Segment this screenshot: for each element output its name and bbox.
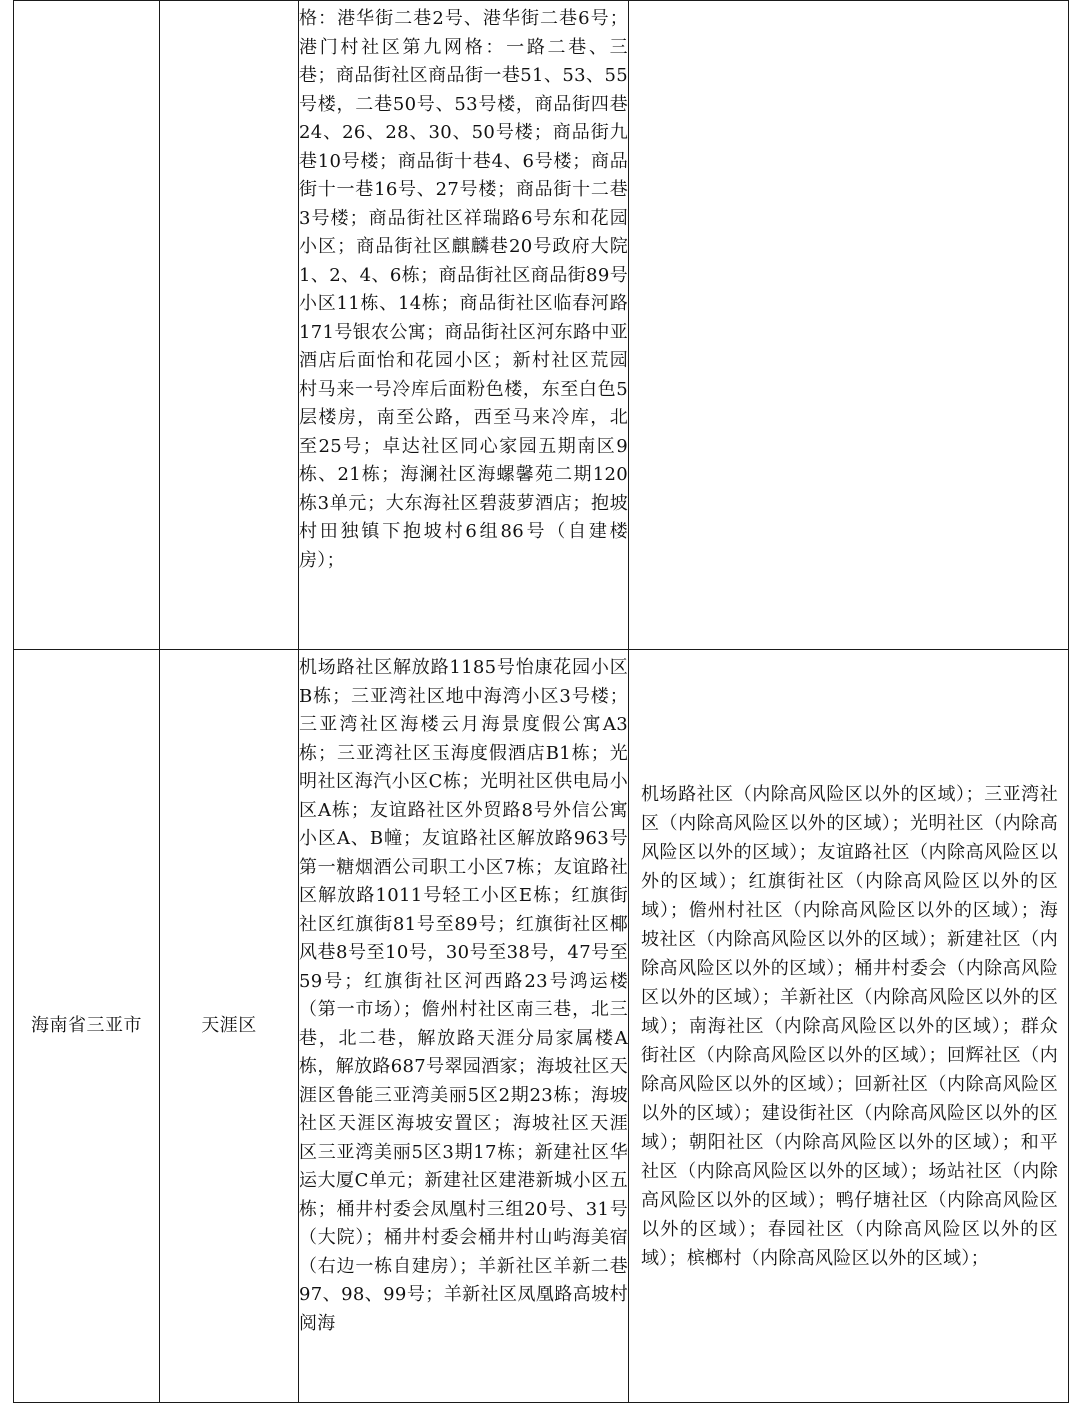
district-cell xyxy=(160,1,299,650)
province-city-text: 海南省三亚市 xyxy=(31,1014,142,1036)
low-risk-cell xyxy=(629,650,1069,1403)
province-city-cell xyxy=(14,1,160,650)
high-risk-cell xyxy=(299,650,629,1403)
low-risk-text: 机场路社区（内除高风险区以外的区域）；三亚湾社区（内除高风险区以外的区域）；光明社区（内除高风险区以外的区域）；友谊路社区（内除高风险区以外的区域）；红旗街社区（内除高风险区以外的区域）；儋州村社区（内除高风险区以外的区域）；海坡社区（内除高风险区以外的区域）；新建社区（内除高风险区以外的区域）；桶井村委会（内除高风险区以外的区域）；羊新社区（内除高风险区以外的区域）；南海社区（内除高风险区以外的区域）；群众街社区（内除高风险区以外的区域）；回辉社区（内除高风险区以外的区域）；回新社区（内除高风险区以外的区域）；建设街社区（内除高风险区以外的区域）；朝阳社区（内除高风险区以外的区域）；和平社区（内除高风险区以外的区域）；场站社区（内除高风险区以外的区域）；鸭仔塘社区（内除高风险区以外的区域）；春园社区（内除高风险区以外的区域）；槟榔村（内除高风险区以外的区域）； xyxy=(641,783,1058,1269)
table-row xyxy=(14,1,1069,650)
district-cell xyxy=(160,650,299,1403)
low-risk-cell xyxy=(629,1,1069,650)
district-text: 天涯区 xyxy=(201,1014,257,1036)
province-city-cell xyxy=(14,650,160,1403)
high-risk-text: 机场路社区解放路1185号怡康花园小区B栋；三亚湾社区地中海湾小区3号楼；三亚湾社区海楼云月海景度假公寓A3栋；三亚湾社区玉海度假酒店B1栋；光明社区海汽小区C栋；光明社区供电局小区A栋；友谊路社区外贸路8号外信公寓小区A、B幢；友谊路社区解放路963号第一糖烟酒公司职工小区7栋；友谊路社区解放路1011号轻工小区E栋；红旗街社区红旗街81号至89号；红旗街社区椰风巷8号至10号，30号至38号，47号至59号；红旗街社区河西路23号鸿运楼（第一市场）；儋州村社区南三巷，北三巷，北二巷，解放路天涯分局家属楼A栋，解放路687号翠园酒家；海坡社区天涯区鲁能三亚湾美丽5区2期23栋；海坡社区天涯区海坡安置区；海坡社区天涯区三亚湾美丽5区3期17栋；新建社区华运大厦C单元；新建社区建港新城小区五栋；桶井村委会凤凰村三组20号、31号（大院）；桶井村委会桶井村山屿海美宿（右边一栋自建房）；羊新社区羊新二巷97、98、99号；羊新社区凤凰路高坡村阅海 xyxy=(299,657,628,1334)
risk-area-table xyxy=(13,0,1069,1403)
high-risk-text: 格：港华街二巷2号、港华街二巷6号；港门村社区第九网格：一路二巷、三巷；商品街社区商品街一巷51、53、55号楼，二巷50号、53号楼，商品街四巷24、26、28、30、50号楼；商品街九巷10号楼；商品街十巷4、6号楼；商品街十一巷16号、27号楼；商品街十二巷3号楼；商品街社区祥瑞路6号东和花园小区；商品街社区麒麟巷20号政府大院1、2、4、6栋；商品街社区商品街89号小区11栋、14栋；商品街社区临春河路171号银农公寓；商品街社区河东路中亚酒店后面怡和花园小区；新村社区荒园村马来一号冷库后面粉色楼，东至白色5层楼房，南至公路，西至马来冷库，北至25号；卓达社区同心家园五期南区9栋、21栋；海澜社区海螺馨苑二期120栋3单元；大东海社区碧菠萝酒店；抱坡村田独镇下抱坡村6组86号（自建楼房）； xyxy=(299,8,628,571)
table-row xyxy=(14,650,1069,1403)
high-risk-cell xyxy=(299,1,629,650)
